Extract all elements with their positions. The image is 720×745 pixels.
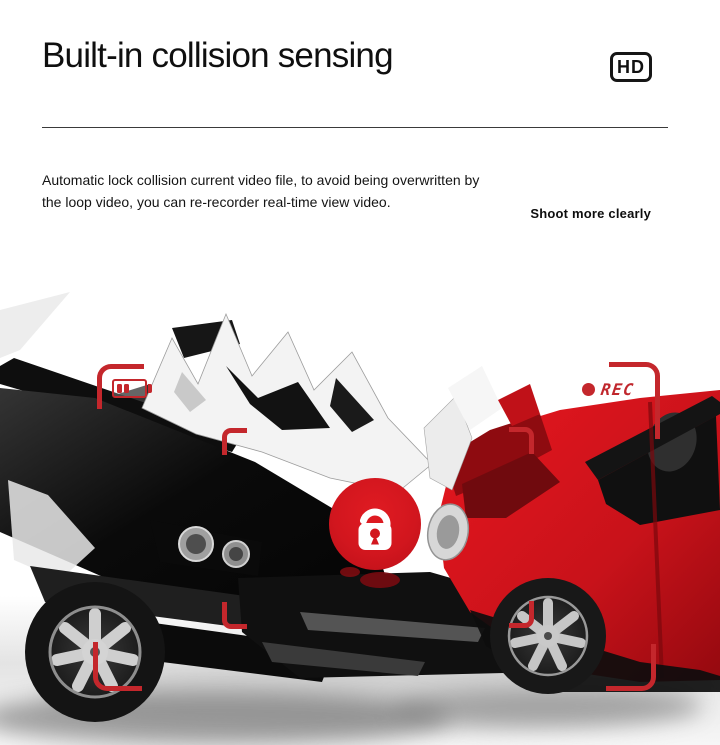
- focus-corner-icon: [222, 428, 247, 455]
- battery-icon: [112, 379, 147, 398]
- file-lock-badge: [329, 478, 421, 570]
- tagline-text: Shoot more clearly: [530, 206, 651, 221]
- focus-corner-icon: [509, 427, 534, 454]
- lock-unlocked-icon: [351, 497, 399, 551]
- rec-label: REC: [599, 380, 636, 399]
- hd-badge-label: HD: [617, 56, 645, 77]
- focus-corner-icon: [509, 601, 534, 628]
- hd-icon: [610, 52, 652, 82]
- viewfinder-corner-icon: [93, 642, 142, 691]
- divider-line: [42, 127, 668, 128]
- page-title: Built-in collision sensing: [42, 36, 393, 75]
- battery-cell: [124, 384, 129, 393]
- feature-description: Automatic lock collision current video file, to avoid being overwritten by the loop video, you can re-recorder real-time view video.: [42, 172, 480, 210]
- viewfinder-corner-icon: [609, 362, 660, 439]
- rec-dot-icon: [582, 383, 595, 396]
- viewfinder-corner-icon: [606, 644, 656, 691]
- battery-cell: [117, 384, 122, 393]
- red-car-wheel: [490, 578, 606, 694]
- focus-corner-icon: [222, 602, 247, 629]
- rec-indicator: [582, 380, 634, 399]
